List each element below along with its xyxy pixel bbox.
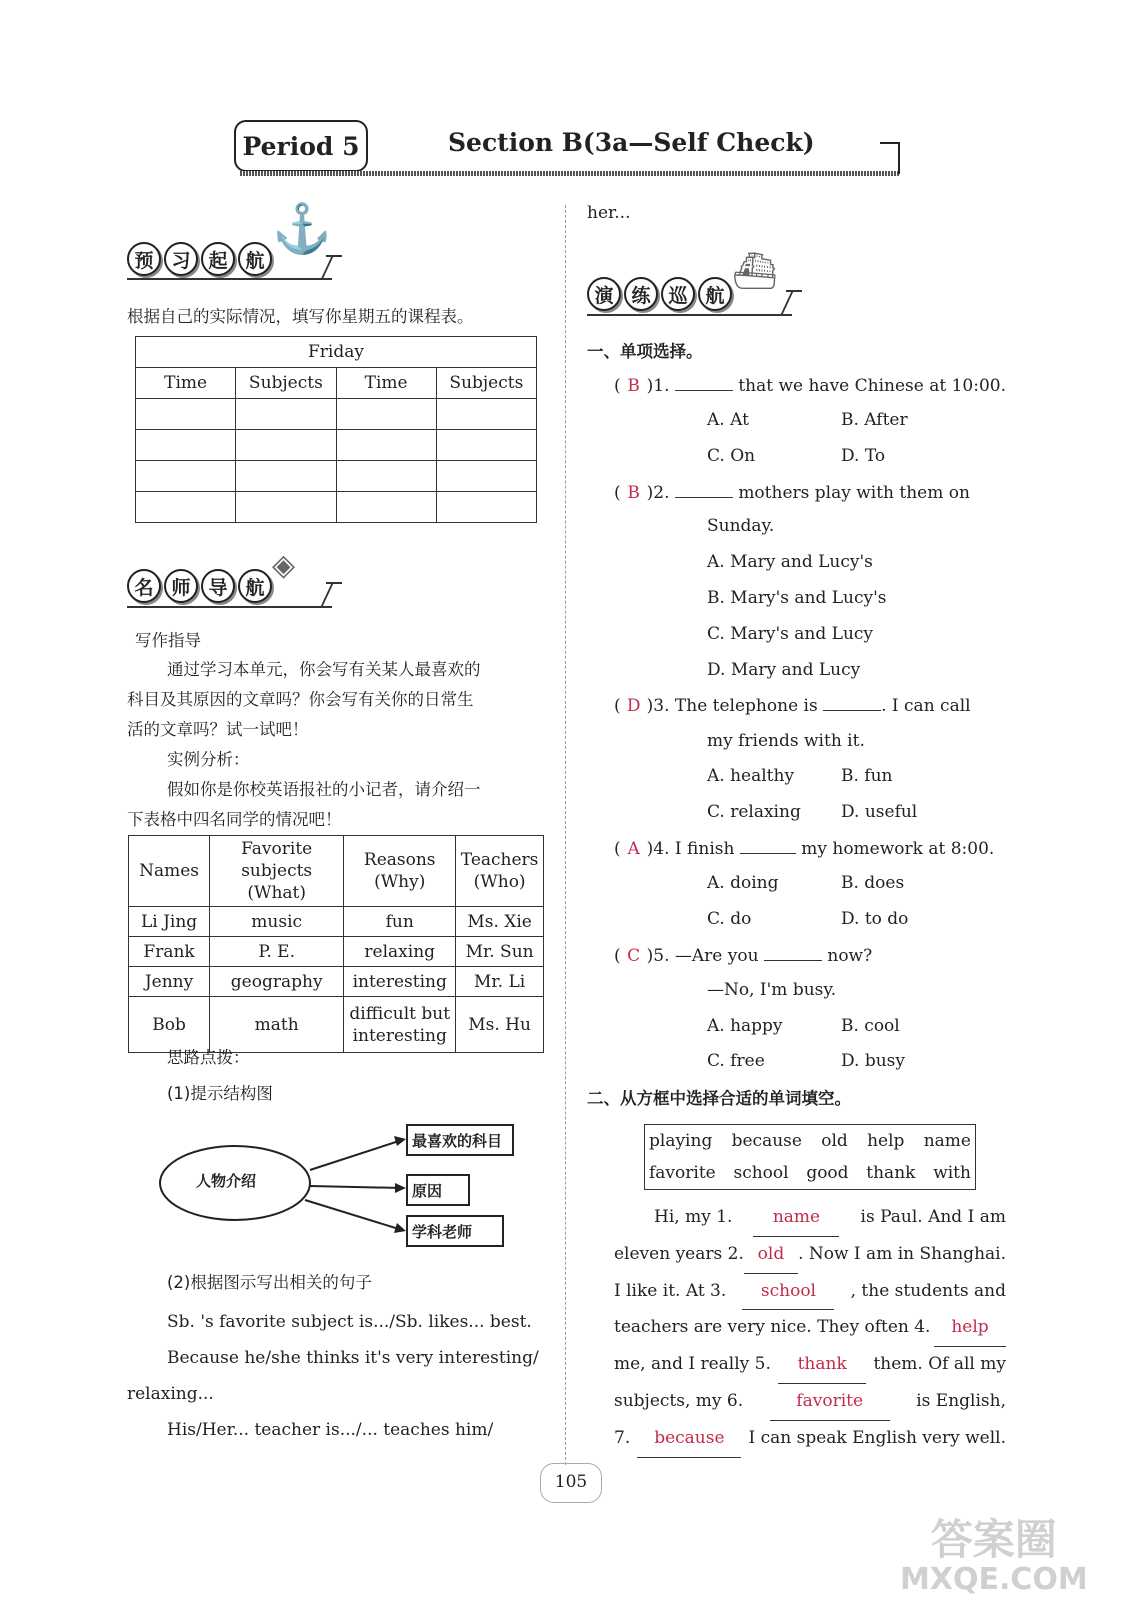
- arrow-head: [394, 1223, 406, 1233]
- badge-underline: [786, 290, 802, 292]
- table-row: [136, 399, 537, 430]
- badge-practice: [587, 277, 735, 311]
- option[interactable]: B. fun: [841, 766, 893, 786]
- passage-text: I like it. At 3.: [614, 1280, 727, 1301]
- table-cell: Ms. Hu: [456, 997, 544, 1053]
- word-option: because: [731, 1131, 802, 1151]
- watermark-text: MXQE.COM: [900, 1562, 1088, 1597]
- table-cell: relaxing: [344, 937, 456, 967]
- column-header: Subjects: [436, 368, 536, 399]
- arrow-head: [394, 1136, 406, 1146]
- text-line: relaxing...: [127, 1384, 214, 1404]
- passage-text: 7.: [614, 1427, 631, 1448]
- word-row: [645, 1157, 975, 1189]
- badge-underline: [320, 256, 333, 280]
- part2-title: 二、从方框中选择合适的单词填空。: [587, 1089, 851, 1108]
- passage-line: [614, 1310, 1006, 1347]
- question-5: ( C )5. —Are you now?: [614, 941, 872, 971]
- word-option: old: [821, 1131, 848, 1151]
- question-continuation: my friends with it.: [707, 731, 865, 751]
- empty-cell[interactable]: [236, 399, 336, 430]
- option[interactable]: B. After: [841, 410, 908, 430]
- ship-icon: ⛴: [732, 251, 778, 292]
- passage-line: [614, 1421, 1006, 1458]
- column-header: Subjects: [236, 368, 336, 399]
- question-number: )5.: [646, 946, 670, 966]
- badge-char: 航: [238, 242, 272, 276]
- friday-schedule-table: [135, 336, 537, 523]
- badge-char: 巡: [661, 277, 695, 311]
- table-row: [129, 967, 544, 997]
- arrow-head: [395, 1183, 406, 1193]
- question-4: ( A )4. I finish my homework at 8:00.: [614, 834, 994, 864]
- table-cell: Mr. Li: [456, 967, 544, 997]
- word-option: name: [923, 1131, 971, 1151]
- answer-mark: B: [627, 376, 640, 396]
- empty-cell[interactable]: [136, 399, 236, 430]
- word-option: help: [867, 1131, 905, 1151]
- badge-char: 师: [164, 569, 198, 603]
- text-line: His/Her... teacher is.../... teaches him/: [167, 1420, 494, 1440]
- column-header: Favorite subjects (What): [210, 836, 344, 907]
- passage-text: me, and I really 5.: [614, 1354, 771, 1375]
- table-cell: Li Jing: [129, 907, 210, 937]
- question-1: ( B )1. that we have Chinese at 10:00.: [614, 371, 1006, 401]
- empty-cell[interactable]: [136, 461, 236, 492]
- text-line: 假如你是你校英语报社的小记者，请介绍一: [167, 780, 481, 799]
- header-rule: [240, 171, 900, 176]
- option[interactable]: C. relaxing: [707, 802, 801, 822]
- filled-blank-3[interactable]: school: [742, 1274, 834, 1311]
- empty-cell[interactable]: [236, 461, 336, 492]
- answer-blank[interactable]: [675, 390, 733, 391]
- mindmap-branch-reason: 原因: [406, 1174, 470, 1206]
- option[interactable]: A. healthy: [707, 766, 795, 786]
- question-text: —Are you: [674, 946, 759, 966]
- passage-text: is English,: [916, 1390, 1006, 1411]
- empty-cell[interactable]: [436, 492, 536, 523]
- answer-blank[interactable]: [675, 497, 733, 498]
- mindmap-arrow: [305, 1200, 402, 1230]
- text-line: Because he/she thinks it's very interesting/: [167, 1348, 539, 1368]
- filled-blank-5[interactable]: thank: [778, 1347, 866, 1384]
- table-row: [136, 461, 537, 492]
- step2-label: (2)根据图示写出相关的句子: [167, 1273, 372, 1292]
- badge-preview: [127, 242, 275, 276]
- table-row: [129, 907, 544, 937]
- empty-cell[interactable]: [336, 461, 436, 492]
- empty-cell[interactable]: [236, 430, 336, 461]
- mindmap-branch-subject: 最喜欢的科目: [406, 1124, 514, 1156]
- passage-line: [614, 1237, 1006, 1274]
- empty-cell[interactable]: [136, 492, 236, 523]
- page-number: 105: [540, 1463, 602, 1503]
- column-header: Names: [129, 836, 210, 907]
- column-header: Time: [136, 368, 236, 399]
- table-cell: fun: [344, 907, 456, 937]
- option[interactable]: D. useful: [841, 802, 918, 822]
- option[interactable]: B. Mary's and Lucy's: [707, 588, 887, 608]
- question-number: )3.: [646, 696, 670, 716]
- badge-teacher-guide: [127, 569, 275, 603]
- option[interactable]: A. Mary and Lucy's: [707, 552, 873, 572]
- part1-title: 一、单项选择。: [587, 342, 703, 361]
- badge-underline: [587, 314, 792, 316]
- table-cell: Frank: [129, 937, 210, 967]
- header-corner: [880, 142, 900, 174]
- empty-cell[interactable]: [336, 430, 436, 461]
- filled-blank-6[interactable]: favorite: [770, 1384, 890, 1421]
- badge-char: 航: [698, 277, 732, 311]
- text-line: Sb. 's favorite subject is.../Sb. likes... best.: [167, 1312, 532, 1332]
- option[interactable]: B. does: [841, 873, 905, 893]
- compass-icon: ◈: [272, 548, 296, 583]
- passage-text: , the students and: [850, 1280, 1006, 1301]
- table-row: [136, 492, 537, 523]
- hint-heading: 思路点拨：: [167, 1048, 250, 1067]
- writing-intro: [127, 655, 547, 835]
- option[interactable]: D. to do: [841, 909, 909, 929]
- watermark: [900, 1515, 1088, 1600]
- watermark-text: 答案圈: [930, 1515, 1057, 1564]
- filled-blank-4[interactable]: help: [934, 1310, 1006, 1347]
- task-instruction: 根据自己的实际情况，填写你星期五的课程表。: [127, 307, 474, 326]
- badge-char: 演: [587, 277, 621, 311]
- option[interactable]: D. To: [841, 446, 886, 466]
- filled-blank-2[interactable]: old: [744, 1237, 798, 1274]
- option[interactable]: D. Mary and Lucy: [707, 660, 861, 680]
- mindmap-arrow: [310, 1140, 402, 1170]
- badge-char: 练: [624, 277, 658, 311]
- passage-text: is Paul. And I am: [860, 1207, 1006, 1227]
- table-cell: Ms. Xie: [456, 907, 544, 937]
- badge-char: 航: [238, 569, 272, 603]
- table-cell: Jenny: [129, 967, 210, 997]
- empty-cell[interactable]: [236, 492, 336, 523]
- section-title: Section B(3a—Self Check): [448, 128, 815, 157]
- question-continuation: Sunday.: [707, 516, 775, 536]
- question-text: mothers play with them on: [738, 483, 970, 503]
- mindmap-branch-teacher: 学科老师: [406, 1215, 504, 1247]
- step1-label: (1)提示结构图: [167, 1084, 273, 1103]
- example-heading: 实例分析：: [167, 750, 250, 769]
- badge-char: 习: [164, 242, 198, 276]
- student-info-table: [128, 835, 544, 1053]
- text-line: 活的文章吗？试一试吧！: [127, 720, 309, 739]
- passage-line: [614, 1347, 1006, 1384]
- badge-char: 预: [127, 242, 161, 276]
- answer-mark: B: [627, 483, 640, 503]
- table-cell: Bob: [129, 997, 210, 1053]
- passage-text: I can speak English very well.: [748, 1427, 1006, 1448]
- passage-text: Hi, my 1.: [654, 1207, 733, 1227]
- option[interactable]: D. busy: [841, 1051, 905, 1071]
- column-header: Teachers (Who): [456, 836, 544, 907]
- empty-cell[interactable]: [436, 461, 536, 492]
- option[interactable]: A. doing: [707, 873, 779, 893]
- passage-text: them. Of all my: [873, 1354, 1006, 1375]
- word-option: thank: [866, 1163, 916, 1183]
- question-text: The telephone is: [674, 696, 818, 716]
- question-number: )1.: [646, 376, 670, 396]
- table-title: Friday: [136, 337, 537, 368]
- table-cell: Mr. Sun: [456, 937, 544, 967]
- table-cell: geography: [210, 967, 344, 997]
- answer-mark: D: [626, 696, 641, 716]
- badge-underline: [127, 606, 332, 608]
- word-option: playing: [649, 1131, 713, 1151]
- table-row: [129, 937, 544, 967]
- continued-text: her...: [587, 203, 631, 223]
- question-3: ( D )3. The telephone is . I can call: [614, 691, 971, 721]
- table-cell: difficult but interesting: [344, 997, 456, 1053]
- answer-blank[interactable]: [740, 853, 796, 854]
- word-bank-box: [644, 1124, 976, 1190]
- table-cell: interesting: [344, 967, 456, 997]
- badge-char: 名: [127, 569, 161, 603]
- column-header: Time: [336, 368, 436, 399]
- column-divider: [565, 205, 566, 1465]
- option[interactable]: C. do: [707, 909, 752, 929]
- question-text: . I can call: [881, 696, 971, 716]
- badge-underline: [320, 583, 333, 607]
- badge-char: 导: [201, 569, 235, 603]
- passage-text: subjects, my 6.: [614, 1390, 744, 1411]
- badge-char: 起: [201, 242, 235, 276]
- word-option: good: [806, 1163, 849, 1183]
- table-cell: music: [210, 907, 344, 937]
- word-row: [645, 1125, 975, 1157]
- table-row: [136, 430, 537, 461]
- passage-line: [614, 1274, 1006, 1311]
- empty-cell[interactable]: [436, 399, 536, 430]
- filled-blank-7[interactable]: because: [637, 1421, 741, 1458]
- anchor-icon: ⚓: [272, 201, 332, 257]
- question-text: that we have Chinese at 10:00.: [738, 376, 1006, 396]
- question-text: my homework at 8:00.: [801, 839, 995, 859]
- question-continuation: —No, I'm busy.: [707, 980, 837, 1000]
- passage-line: [614, 1384, 1006, 1421]
- question-text: I finish: [674, 839, 735, 859]
- question-text: now?: [827, 946, 873, 966]
- writing-heading: 写作指导: [135, 631, 201, 650]
- sample-sentences: [127, 1304, 547, 1448]
- option[interactable]: B. cool: [841, 1016, 900, 1036]
- option[interactable]: C. Mary's and Lucy: [707, 624, 874, 644]
- option[interactable]: C. free: [707, 1051, 765, 1071]
- passage-text: . Now I am in Shanghai.: [798, 1243, 1006, 1264]
- question-number: )4.: [646, 839, 670, 859]
- text-line: 通过学习本单元，你会写有关某人最喜欢的: [167, 660, 481, 679]
- passage-line: [614, 1200, 1006, 1237]
- empty-cell[interactable]: [136, 430, 236, 461]
- question-number: )2.: [646, 483, 670, 503]
- mindmap-center: 人物介绍: [196, 1172, 257, 1190]
- question-2: ( B )2. mothers play with them on: [614, 478, 970, 508]
- option[interactable]: C. On: [707, 446, 756, 466]
- passage-text: teachers are very nice. They often 4.: [614, 1317, 931, 1338]
- text-line: 下表格中四名同学的情况吧！: [127, 810, 342, 829]
- word-option: favorite: [649, 1163, 716, 1183]
- badge-underline: [127, 278, 332, 280]
- badge-underline: [780, 291, 793, 315]
- mindmap-arrow: [310, 1186, 402, 1188]
- answer-mark: A: [627, 839, 640, 859]
- word-option: with: [933, 1163, 971, 1183]
- table-cell: math: [210, 997, 344, 1053]
- table-cell: P. E.: [210, 937, 344, 967]
- answer-mark: C: [627, 946, 641, 966]
- text-line: 科目及其原因的文章吗？你会写有关你的日常生: [127, 690, 474, 709]
- answer-blank[interactable]: [823, 710, 881, 711]
- empty-cell[interactable]: [336, 492, 436, 523]
- answer-blank[interactable]: [764, 960, 822, 961]
- period-label: Period 5: [234, 120, 368, 172]
- filled-blank-1[interactable]: name: [753, 1200, 839, 1237]
- empty-cell[interactable]: [436, 430, 536, 461]
- word-option: school: [733, 1163, 789, 1183]
- empty-cell[interactable]: [336, 399, 436, 430]
- cloze-passage: [614, 1200, 1006, 1458]
- option[interactable]: A. At: [707, 410, 749, 430]
- option[interactable]: A. happy: [707, 1016, 783, 1036]
- column-header: Reasons (Why): [344, 836, 456, 907]
- badge-underline: [326, 582, 342, 584]
- passage-text: eleven years 2.: [614, 1243, 744, 1264]
